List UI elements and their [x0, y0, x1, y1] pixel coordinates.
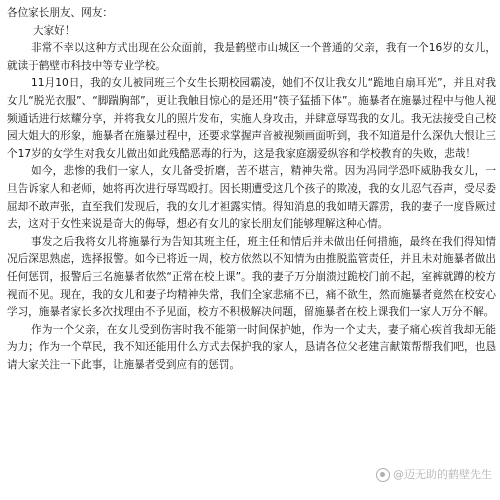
weibo-logo-icon — [376, 468, 390, 482]
letter-paragraph-4: 事发之后我将女儿将施暴行为告知其班主任，班主任和情后并未做出任何措施，最终在我们得知情况后深思熟虑，选择报警。如今已将近一周，校方依然以不知情为由推脱监管责任，并且未对施暴者做出任何惩罚，报警后三名施暴者依然“正常在校上课”。我的妻子万分崩溃过跪校门前不起，室裤就蹲的校方视而不见。现在，我的女儿和妻子均精神失常，我们全家悲痛不已，痛不欲生，然而施暴者竟然在校安心学习，施暴者家长多次找理由不予见面，校方不积极解决问题，留施暴者在校上课我们一家人万分不解。 — [7, 235, 496, 319]
letter-paragraph-1: 非常不幸以这种方式出现在公众面前，我是鹤壁市山城区一个普通的父亲，我有一个16岁的女儿，就读于鹤壁市科技中等专业学校。 — [7, 42, 496, 72]
letter-paragraph-5: 作为一个父亲，在女儿受到伤害时我不能第一时间保护她，作为一个丈夫，妻子痛心疾首我却无能为力；作为一个草民，我不知还能用什么方式去保护我的家人，恳请各位父老建言献策帮帮我们吧，也恳请大家关注一下此事，让施暴者受到应有的惩罚。 — [7, 323, 496, 371]
letter-paragraph-3: 如今，悲惨的我们一家人，女儿备受折磨，苦不堪言，精神失常。因为冯同学恐吓威胁我女儿，一旦告诉家人和老师，她将再次进行辱骂殴打。因长期遭受这几个孩子的欺凌，我的女儿忍气吞声，受尽委屈却不敢声张，直至我们发现后，我的女儿才袒露实情。得知消息的我如晴天霹雳，我的妻子一度昏厥过去，这对于女性来说是奇大的侮辱，想必有女儿的家长朋友们能够理解这种心情。 — [7, 165, 496, 231]
watermark-text: @迈无助的鹤壁先生 — [393, 468, 492, 481]
letter-salutation: 各位家长朋友、网友： — [7, 7, 113, 19]
letter-greeting: 大家好！ — [33, 24, 76, 37]
weibo-watermark — [376, 468, 492, 482]
letter-paragraph-2: 11月10日，我的女儿被同班三个女生长期校园霸凌，她们不仅让我女儿“跪地自扇耳光”，并且对我女儿“脱光衣服”、“脚踹胸部”，更让我触目惊心的是还用“筷子猛插下体”。施暴者在施暴过程中与他人视频通话进行炫耀分享，并将我女儿的照片发布，实施人身攻击，并肆意辱骂我的女儿。我无法接受自己校园大姐大的形象，施暴者在施暴过程中，还要求掌握声音被视频画面听到，我不知道是什么深仇大恨让三个17岁的女学生对我女儿做出如此残酷恶毒的行为，这是我家庭溺爱纵容和学校教育的失败，悲哉！ — [7, 77, 496, 160]
